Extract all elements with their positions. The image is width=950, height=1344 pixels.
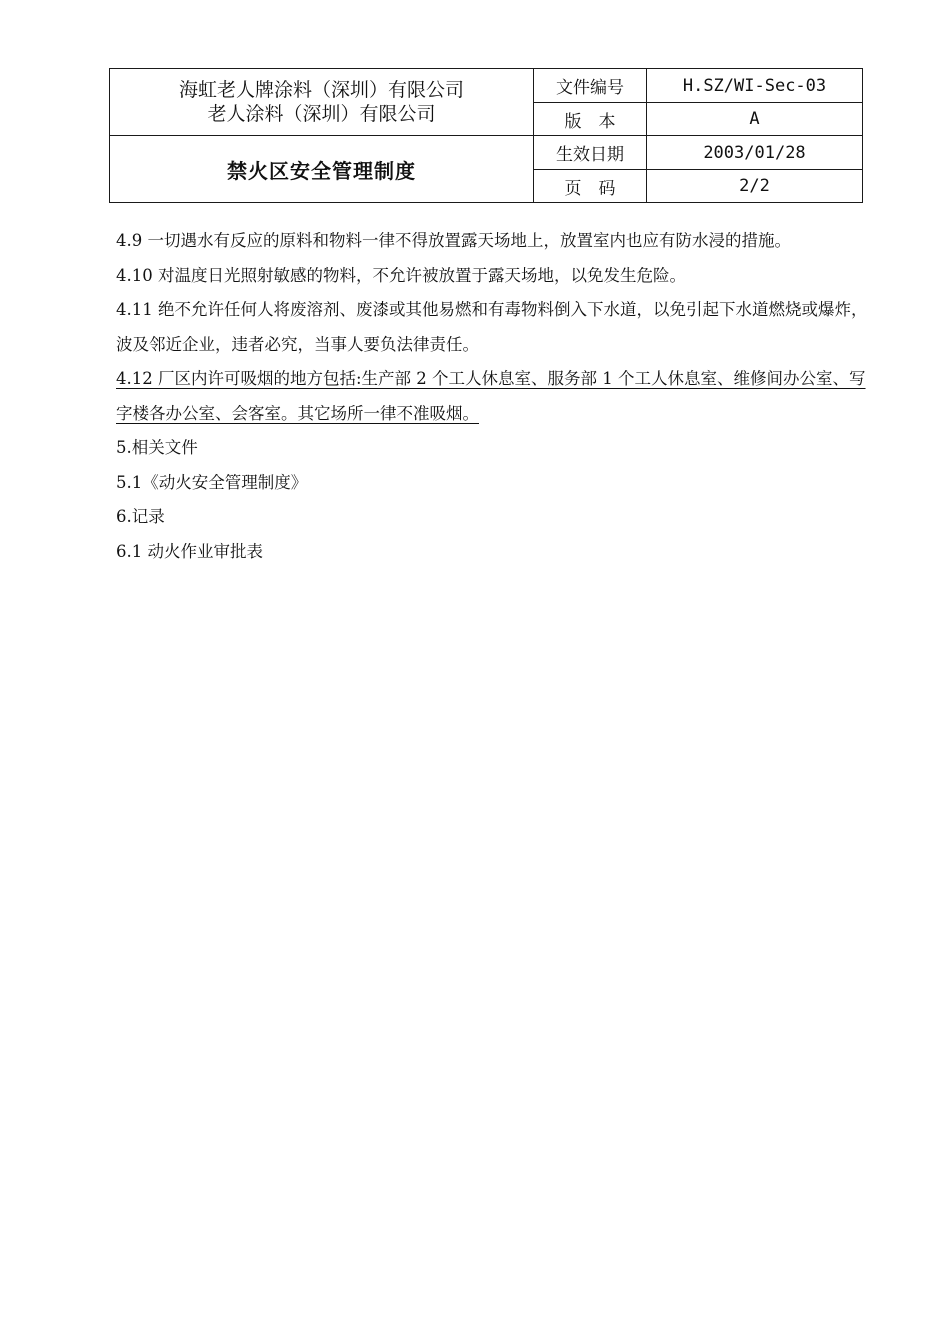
company-name-line-1: 海虹老人牌涂料（深圳）有限公司 <box>178 79 464 101</box>
page-number-label: 页 码 <box>534 170 647 203</box>
version-label: 版 本 <box>534 103 647 136</box>
clause-6-1: 6.1 动火作业审批表 <box>116 541 263 561</box>
clause-4-9: 4.9 一切遇水有反应的原料和物料一律不得放置露天场地上，放置室内也应有防水浸的措施。 <box>116 231 791 250</box>
section-6-heading: 6.记录 <box>116 507 165 526</box>
clause-5-1: 5.1《动火安全管理制度》 <box>116 472 308 492</box>
clause-4-12: 4.12 厂区内许可吸烟的地方包括:生产部 2 个工人休息室、服务部 1 个工人休息室、维修间办公室、写字楼各办公室、会客室。其它场所一律不准吸烟。 <box>116 369 866 423</box>
clause-4-11: 4.11 绝不允许任何人将废溶剂、废漆或其他易燃和有毒物料倒入下水道，以免引起下水道燃烧或爆炸，波及邻近企业，违者必究，当事人要负法律责任。 <box>116 300 868 354</box>
section-5-heading: 5.相关文件 <box>116 438 198 457</box>
effective-date-value: 2003/01/28 <box>647 136 863 170</box>
document-body <box>116 224 868 569</box>
clause-4-10: 4.10 对温度日光照射敏感的物料，不允许被放置于露天场地，以免发生危险。 <box>116 265 686 285</box>
doc-number-value: H.SZ/WI-Sec-03 <box>647 69 863 103</box>
document-title: 禁火区安全管理制度 <box>110 136 534 203</box>
company-name-line-2: 老人涂料（深圳）有限公司 <box>207 103 436 125</box>
version-value: A <box>647 103 863 136</box>
effective-date-label: 生效日期 <box>534 136 647 170</box>
page-number-value: 2/2 <box>647 170 863 203</box>
document-header-table <box>109 68 863 203</box>
company-name-cell <box>110 69 534 136</box>
doc-number-label: 文件编号 <box>534 69 647 103</box>
